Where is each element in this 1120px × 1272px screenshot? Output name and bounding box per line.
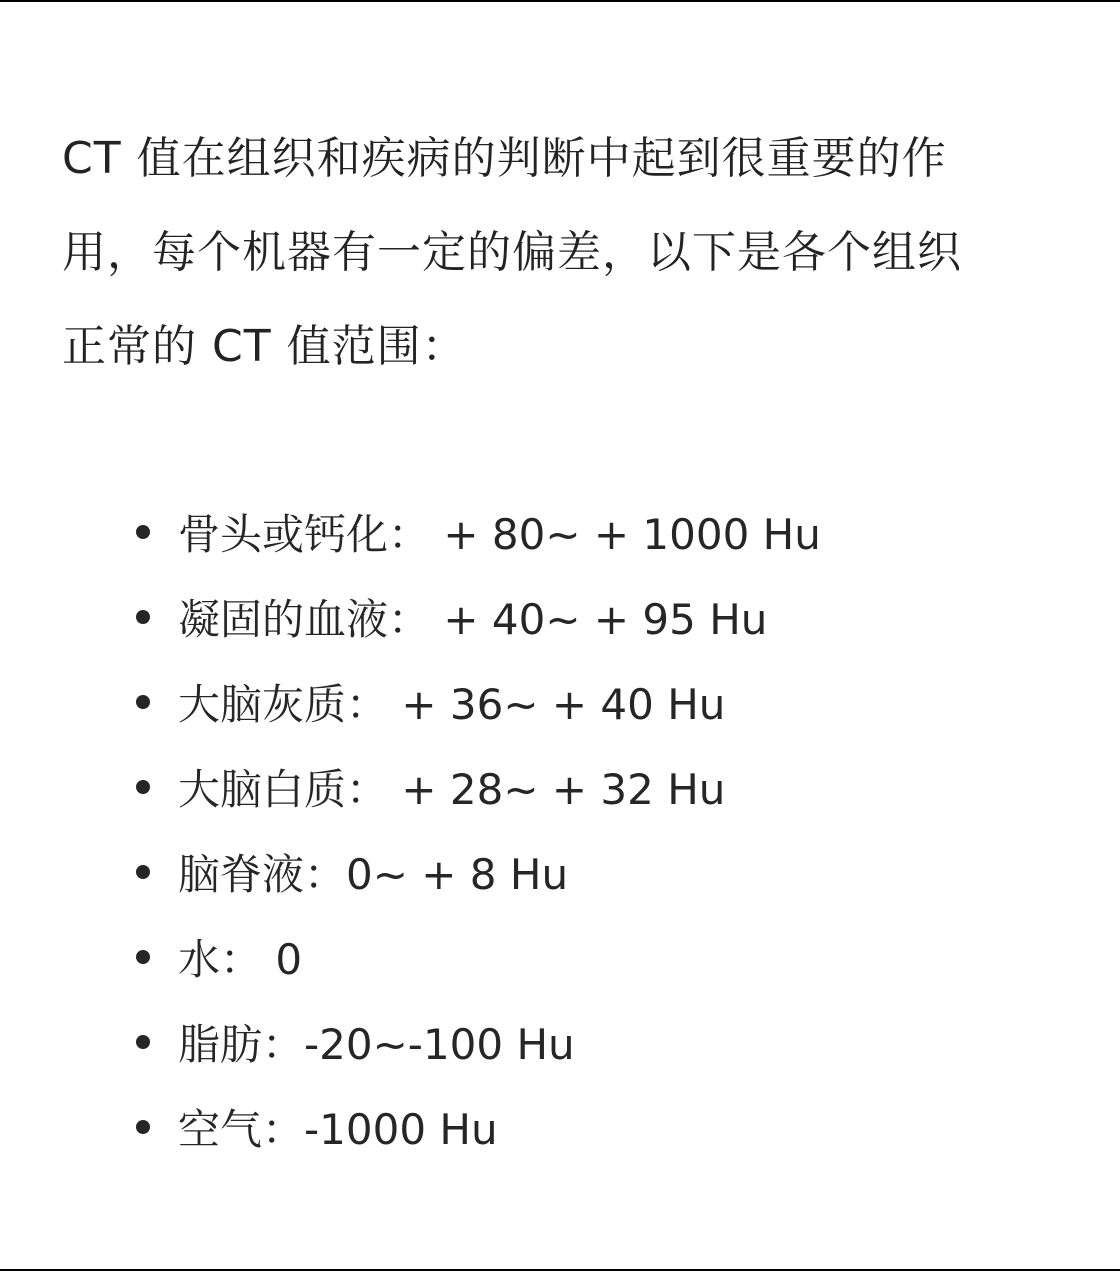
list-item	[136, 574, 1036, 659]
list-item	[136, 744, 1036, 829]
list-item-text: 空气：-1000 Hu	[178, 1104, 498, 1154]
list-item	[136, 829, 1036, 914]
list-item	[136, 489, 1036, 574]
bullet-icon	[136, 780, 150, 794]
list-item-text: 脂肪：-20~-100 Hu	[178, 1019, 575, 1069]
bullet-icon	[136, 695, 150, 709]
bullet-icon	[136, 525, 150, 539]
list-item-text: 凝固的血液： + 40~ + 95 Hu	[178, 594, 768, 644]
list-item-text: 骨头或钙化： + 80~ + 1000 Hu	[178, 509, 821, 559]
list-item-text: 大脑灰质： + 36~ + 40 Hu	[178, 679, 726, 729]
bullet-icon	[136, 950, 150, 964]
top-border-line	[0, 0, 1120, 2]
bottom-border-line	[0, 1269, 1120, 1271]
intro-line-1: CT 值在组织和疾病的判断中起到很重要的作	[62, 133, 947, 184]
list-item	[136, 1084, 1036, 1169]
intro-paragraph	[62, 112, 1062, 394]
intro-line-3: 正常的 CT 值范围：	[62, 321, 467, 372]
bullet-icon	[136, 865, 150, 879]
ct-value-list	[136, 489, 1036, 1169]
bullet-icon	[136, 610, 150, 624]
intro-line-2: 用，每个机器有一定的偏差，以下是各个组织	[62, 227, 962, 278]
list-item-text: 脑脊液：0~ + 8 Hu	[178, 849, 569, 899]
list-item	[136, 659, 1036, 744]
list-item-text: 水： 0	[178, 934, 303, 984]
list-item	[136, 914, 1036, 999]
article-content	[62, 112, 1062, 1154]
list-item-text: 大脑白质： + 28~ + 32 Hu	[178, 764, 726, 814]
bullet-icon	[136, 1035, 150, 1049]
bullet-icon	[136, 1120, 150, 1134]
list-item	[136, 999, 1036, 1084]
